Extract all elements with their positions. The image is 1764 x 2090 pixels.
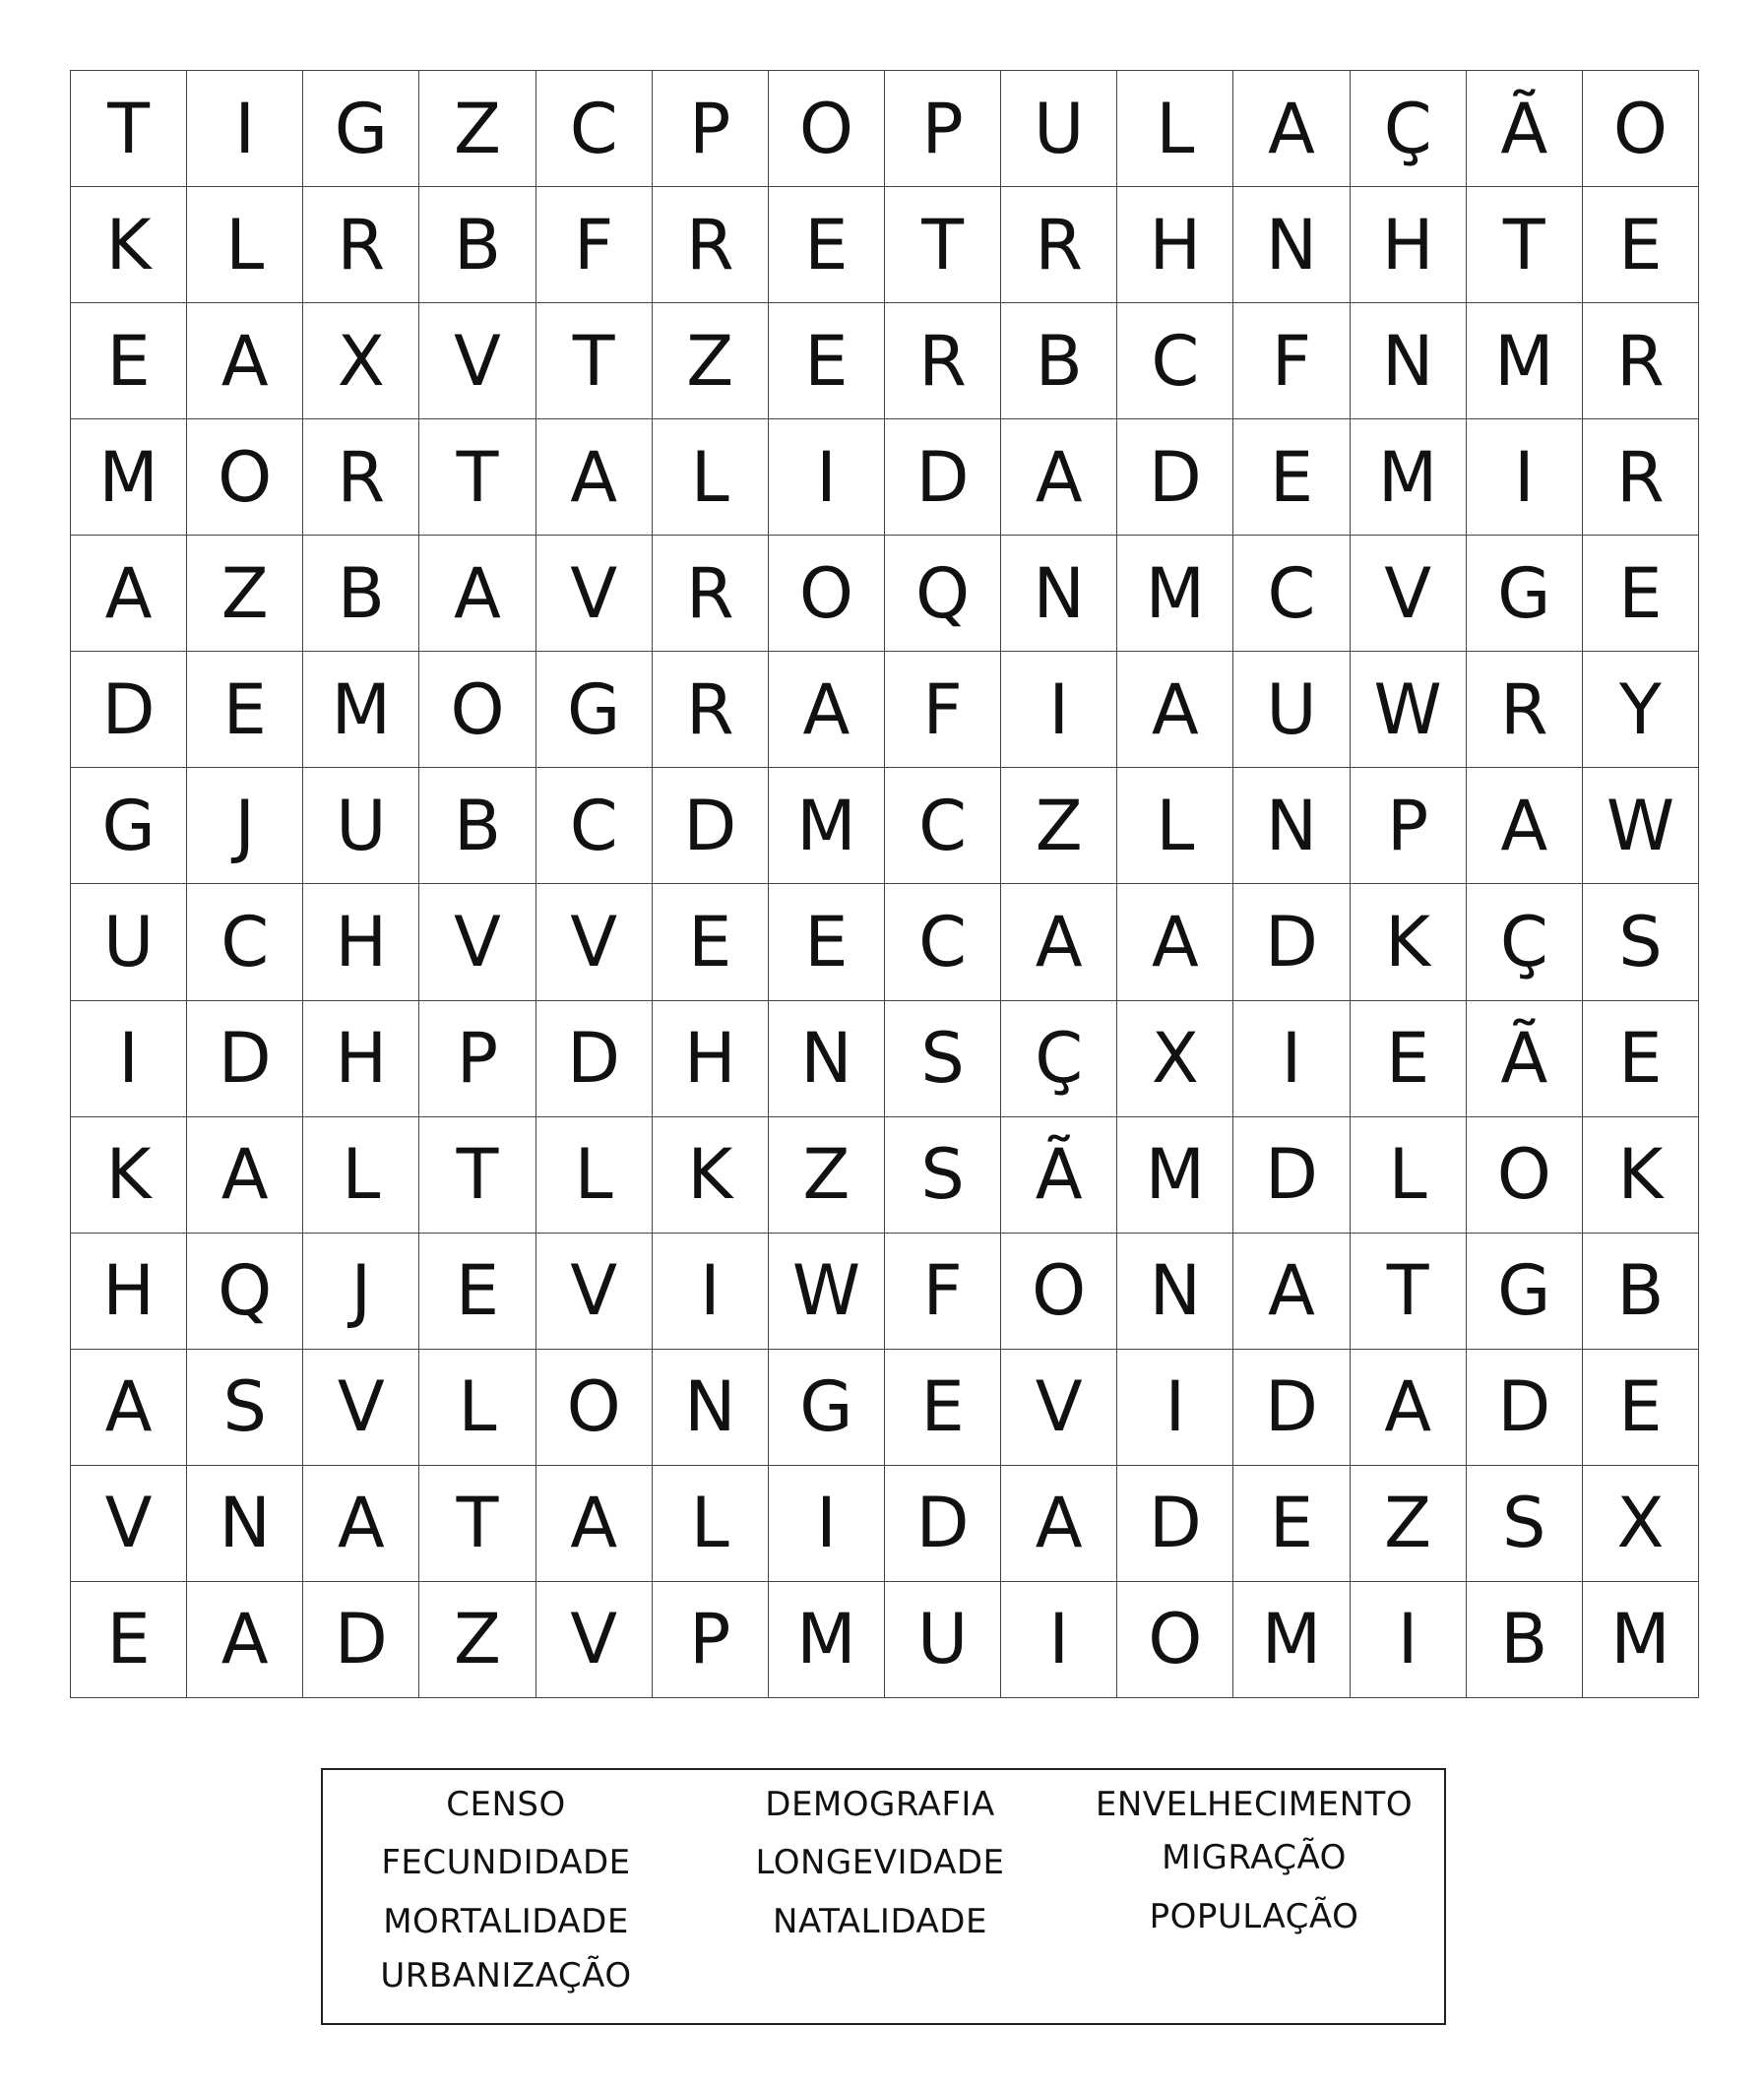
grid-cell[interactable]: E — [769, 303, 885, 419]
word-natalidade: NATALIDADE — [773, 1902, 987, 1941]
grid-cell[interactable]: D — [1233, 1350, 1350, 1466]
grid-cell[interactable]: E — [1583, 536, 1699, 652]
grid-cell[interactable]: V — [419, 303, 536, 419]
grid-cell[interactable]: R — [303, 187, 419, 303]
grid-cell[interactable]: T — [1467, 187, 1583, 303]
grid-cell[interactable]: H — [303, 884, 419, 1000]
grid-cell[interactable]: B — [1583, 1234, 1699, 1350]
grid-cell[interactable]: L — [187, 187, 303, 303]
grid-cell[interactable]: W — [1351, 652, 1467, 768]
grid-cell[interactable]: A — [419, 536, 536, 652]
grid-cell[interactable]: Q — [885, 536, 1001, 652]
grid-cell[interactable]: I — [187, 71, 303, 187]
grid-cell[interactable]: F — [536, 187, 653, 303]
grid-cell[interactable]: L — [303, 1117, 419, 1234]
grid-cell[interactable]: R — [653, 187, 769, 303]
grid-cell[interactable]: U — [1233, 652, 1350, 768]
grid-cell[interactable]: Z — [187, 536, 303, 652]
grid-cell[interactable]: C — [885, 884, 1001, 1000]
grid-cell[interactable]: K — [71, 1117, 187, 1234]
grid-cell[interactable]: M — [1117, 536, 1233, 652]
grid-cell[interactable]: S — [1467, 1466, 1583, 1582]
grid-cell[interactable]: B — [1001, 303, 1117, 419]
grid-cell[interactable]: R — [653, 652, 769, 768]
grid-cell[interactable]: K — [71, 187, 187, 303]
grid-cell[interactable]: G — [769, 1350, 885, 1466]
grid-cell[interactable]: I — [1117, 1350, 1233, 1466]
word-search-grid — [70, 70, 1699, 1698]
grid-cell[interactable]: G — [1467, 536, 1583, 652]
grid-cell[interactable]: A — [536, 1466, 653, 1582]
grid-cell[interactable]: Z — [1001, 768, 1117, 884]
grid-cell[interactable]: C — [536, 71, 653, 187]
grid-cell[interactable]: D — [653, 768, 769, 884]
grid-cell[interactable]: K — [653, 1117, 769, 1234]
grid-cell[interactable]: D — [1233, 1117, 1350, 1234]
grid-cell[interactable]: G — [71, 768, 187, 884]
grid-cell[interactable]: I — [769, 1466, 885, 1582]
grid-cell[interactable]: B — [303, 536, 419, 652]
grid-cell[interactable]: M — [1117, 1117, 1233, 1234]
word-list-box — [321, 1768, 1446, 2025]
grid-cell[interactable]: V — [536, 536, 653, 652]
word-longevidade: LONGEVIDADE — [755, 1843, 1005, 1882]
grid-cell[interactable]: E — [1233, 1466, 1350, 1582]
grid-cell[interactable]: E — [1583, 1001, 1699, 1117]
grid-cell[interactable]: J — [303, 1234, 419, 1350]
grid-cell[interactable]: E — [653, 884, 769, 1000]
grid-cell[interactable]: W — [769, 1234, 885, 1350]
grid-cell[interactable]: O — [1467, 1117, 1583, 1234]
grid-cell[interactable]: C — [885, 768, 1001, 884]
word-populacao: POPULAÇÃO — [1149, 1897, 1359, 1936]
grid-cell[interactable]: D — [885, 1466, 1001, 1582]
grid-cell[interactable]: E — [187, 652, 303, 768]
grid-cell[interactable]: L — [1117, 71, 1233, 187]
grid-cell[interactable]: H — [653, 1001, 769, 1117]
grid-cell[interactable]: D — [536, 1001, 653, 1117]
grid-cell[interactable]: Z — [419, 71, 536, 187]
grid-cell[interactable]: I — [1233, 1001, 1350, 1117]
grid-cell[interactable]: E — [1233, 419, 1350, 536]
grid-cell[interactable]: A — [1467, 768, 1583, 884]
grid-cell[interactable]: J — [187, 768, 303, 884]
grid-cell[interactable]: G — [536, 652, 653, 768]
grid-cell[interactable]: E — [769, 884, 885, 1000]
word-demografia: DEMOGRAFIA — [765, 1785, 995, 1824]
grid-cell[interactable]: M — [1467, 303, 1583, 419]
grid-cell[interactable]: S — [885, 1001, 1001, 1117]
grid-cell[interactable]: P — [653, 1582, 769, 1698]
grid-cell[interactable]: I — [653, 1234, 769, 1350]
grid-cell[interactable]: I — [1001, 652, 1117, 768]
grid-cell[interactable]: L — [419, 1350, 536, 1466]
grid-cell[interactable]: C — [536, 768, 653, 884]
grid-cell[interactable]: T — [1351, 1234, 1467, 1350]
grid-cell[interactable]: B — [419, 768, 536, 884]
grid-cell[interactable]: V — [1351, 536, 1467, 652]
grid-cell[interactable]: I — [71, 1001, 187, 1117]
grid-cell[interactable]: B — [1467, 1582, 1583, 1698]
grid-cell[interactable]: S — [885, 1117, 1001, 1234]
grid-cell[interactable]: N — [1233, 187, 1350, 303]
grid-cell[interactable]: V — [419, 884, 536, 1000]
grid-cell[interactable]: C — [187, 884, 303, 1000]
grid-cell[interactable]: P — [419, 1001, 536, 1117]
word-censo: CENSO — [446, 1785, 566, 1824]
grid-cell[interactable]: A — [71, 536, 187, 652]
word-fecundidade: FECUNDIDADE — [381, 1843, 631, 1882]
grid-cell[interactable]: D — [885, 419, 1001, 536]
grid-cell[interactable]: V — [536, 884, 653, 1000]
grid-cell[interactable]: D — [1117, 1466, 1233, 1582]
grid-cell[interactable]: O — [1117, 1582, 1233, 1698]
grid-cell[interactable]: G — [1467, 1234, 1583, 1350]
grid-cell[interactable]: A — [71, 1350, 187, 1466]
grid-cell[interactable]: Z — [653, 303, 769, 419]
grid-cell[interactable]: E — [769, 187, 885, 303]
grid-cell[interactable]: A — [187, 1117, 303, 1234]
grid-cell[interactable]: M — [71, 419, 187, 536]
grid-cell[interactable]: U — [1001, 71, 1117, 187]
grid-cell[interactable]: Y — [1583, 652, 1699, 768]
grid-cell[interactable]: R — [885, 303, 1001, 419]
grid-cell[interactable]: A — [1001, 419, 1117, 536]
grid-cell[interactable]: A — [1233, 71, 1350, 187]
grid-cell[interactable]: A — [1001, 884, 1117, 1000]
grid-cell[interactable]: T — [536, 303, 653, 419]
grid-cell[interactable]: K — [1351, 884, 1467, 1000]
grid-cell[interactable]: A — [1001, 1466, 1117, 1582]
grid-cell[interactable]: E — [1583, 1350, 1699, 1466]
grid-cell[interactable]: O — [769, 536, 885, 652]
grid-cell[interactable]: D — [1233, 884, 1350, 1000]
grid-cell[interactable]: M — [769, 1582, 885, 1698]
grid-cell[interactable]: I — [1351, 1582, 1467, 1698]
grid-cell[interactable]: Z — [419, 1582, 536, 1698]
grid-cell[interactable]: T — [419, 1117, 536, 1234]
grid-cell[interactable]: S — [1583, 884, 1699, 1000]
grid-cell[interactable]: L — [653, 1466, 769, 1582]
grid-cell[interactable]: N — [653, 1350, 769, 1466]
grid-cell[interactable]: N — [1001, 536, 1117, 652]
grid-cell[interactable]: O — [1583, 71, 1699, 187]
grid-cell[interactable]: R — [1583, 419, 1699, 536]
grid-cell[interactable]: D — [187, 1001, 303, 1117]
grid-cell[interactable]: L — [1117, 768, 1233, 884]
grid-cell[interactable]: M — [1233, 1582, 1350, 1698]
grid-cell[interactable]: D — [71, 652, 187, 768]
grid-cell[interactable]: R — [653, 536, 769, 652]
word-migracao: MIGRAÇÃO — [1162, 1838, 1347, 1877]
grid-cell[interactable]: N — [1351, 303, 1467, 419]
grid-cell[interactable]: L — [536, 1117, 653, 1234]
word-urbanizacao: URBANIZAÇÃO — [380, 1956, 632, 1995]
grid-cell[interactable]: Ç — [1467, 884, 1583, 1000]
grid-cell[interactable]: S — [187, 1350, 303, 1466]
grid-cell[interactable]: R — [1467, 652, 1583, 768]
grid-cell[interactable]: Q — [187, 1234, 303, 1350]
grid-cell[interactable]: Ã — [1467, 1001, 1583, 1117]
grid-cell[interactable]: Ç — [1001, 1001, 1117, 1117]
grid-cell[interactable]: I — [1467, 419, 1583, 536]
grid-cell[interactable]: E — [885, 1350, 1001, 1466]
grid-cell[interactable]: V — [303, 1350, 419, 1466]
grid-cell[interactable]: N — [1233, 768, 1350, 884]
grid-cell[interactable]: H — [71, 1234, 187, 1350]
grid-cell[interactable]: T — [419, 419, 536, 536]
grid-cell[interactable]: L — [653, 419, 769, 536]
grid-cell[interactable]: B — [419, 187, 536, 303]
grid-cell[interactable]: T — [419, 1466, 536, 1582]
grid-cell[interactable]: N — [769, 1001, 885, 1117]
grid-cell[interactable]: R — [1001, 187, 1117, 303]
grid-cell[interactable]: T — [71, 71, 187, 187]
grid-cell[interactable]: G — [303, 71, 419, 187]
grid-cell[interactable]: A — [1117, 884, 1233, 1000]
grid-cell[interactable]: K — [1583, 1117, 1699, 1234]
grid-cell[interactable]: H — [1351, 187, 1467, 303]
grid-cell[interactable]: Z — [1351, 1466, 1467, 1582]
grid-cell[interactable]: E — [1583, 187, 1699, 303]
grid-cell[interactable]: N — [1117, 1234, 1233, 1350]
grid-cell[interactable]: E — [71, 303, 187, 419]
grid-cell[interactable]: I — [769, 419, 885, 536]
grid-cell[interactable]: X — [1583, 1466, 1699, 1582]
grid-cell[interactable]: M — [1351, 419, 1467, 536]
grid-cell[interactable]: O — [536, 1350, 653, 1466]
grid-cell[interactable]: U — [303, 768, 419, 884]
grid-cell[interactable]: M — [1583, 1582, 1699, 1698]
grid-cell[interactable]: M — [303, 652, 419, 768]
grid-cell[interactable]: X — [303, 303, 419, 419]
grid-cell[interactable]: C — [1117, 303, 1233, 419]
grid-cell[interactable]: O — [187, 419, 303, 536]
grid-cell[interactable]: O — [769, 71, 885, 187]
grid-cell[interactable]: Ã — [1467, 71, 1583, 187]
grid-cell[interactable]: A — [1233, 1234, 1350, 1350]
grid-cell[interactable]: A — [187, 303, 303, 419]
grid-cell[interactable]: E — [419, 1234, 536, 1350]
grid-cell[interactable]: A — [187, 1582, 303, 1698]
grid-cell[interactable]: O — [419, 652, 536, 768]
word-mortalidade: MORTALIDADE — [383, 1902, 629, 1941]
grid-cell[interactable]: V — [536, 1234, 653, 1350]
grid-cell[interactable]: F — [1233, 303, 1350, 419]
grid-cell[interactable]: E — [1351, 1001, 1467, 1117]
grid-cell[interactable]: V — [71, 1466, 187, 1582]
grid-cell[interactable]: X — [1117, 1001, 1233, 1117]
grid-cell[interactable]: I — [1001, 1582, 1117, 1698]
grid-cell[interactable]: V — [1001, 1350, 1117, 1466]
grid-cell[interactable]: D — [1467, 1350, 1583, 1466]
grid-cell[interactable]: A — [303, 1466, 419, 1582]
grid-cell[interactable]: Ç — [1351, 71, 1467, 187]
grid-cell[interactable]: A — [769, 652, 885, 768]
grid-cell[interactable]: A — [1117, 652, 1233, 768]
grid-cell[interactable]: H — [1117, 187, 1233, 303]
grid-cell[interactable]: A — [536, 419, 653, 536]
grid-cell[interactable]: O — [1001, 1234, 1117, 1350]
grid-cell[interactable]: D — [1117, 419, 1233, 536]
grid-cell[interactable]: R — [303, 419, 419, 536]
grid-cell[interactable]: C — [1233, 536, 1350, 652]
grid-cell[interactable]: P — [653, 71, 769, 187]
grid-cell[interactable]: Ã — [1001, 1117, 1117, 1234]
grid-cell[interactable]: D — [303, 1582, 419, 1698]
grid-cell[interactable]: A — [1351, 1350, 1467, 1466]
grid-cell[interactable]: V — [536, 1582, 653, 1698]
grid-cell[interactable]: M — [769, 768, 885, 884]
grid-cell[interactable]: L — [1351, 1117, 1467, 1234]
grid-cell[interactable]: F — [885, 652, 1001, 768]
grid-cell[interactable]: E — [71, 1582, 187, 1698]
grid-cell[interactable]: P — [885, 71, 1001, 187]
grid-cell[interactable]: U — [885, 1582, 1001, 1698]
word-envelhecimento: ENVELHECIMENTO — [1095, 1785, 1414, 1824]
grid-cell[interactable]: W — [1583, 768, 1699, 884]
grid-cell[interactable]: N — [187, 1466, 303, 1582]
grid-cell[interactable]: F — [885, 1234, 1001, 1350]
grid-cell[interactable]: R — [1583, 303, 1699, 419]
grid-cell[interactable]: P — [1351, 768, 1467, 884]
grid-cell[interactable]: U — [71, 884, 187, 1000]
grid-cell[interactable]: Z — [769, 1117, 885, 1234]
grid-cell[interactable]: T — [885, 187, 1001, 303]
grid-cell[interactable]: H — [303, 1001, 419, 1117]
